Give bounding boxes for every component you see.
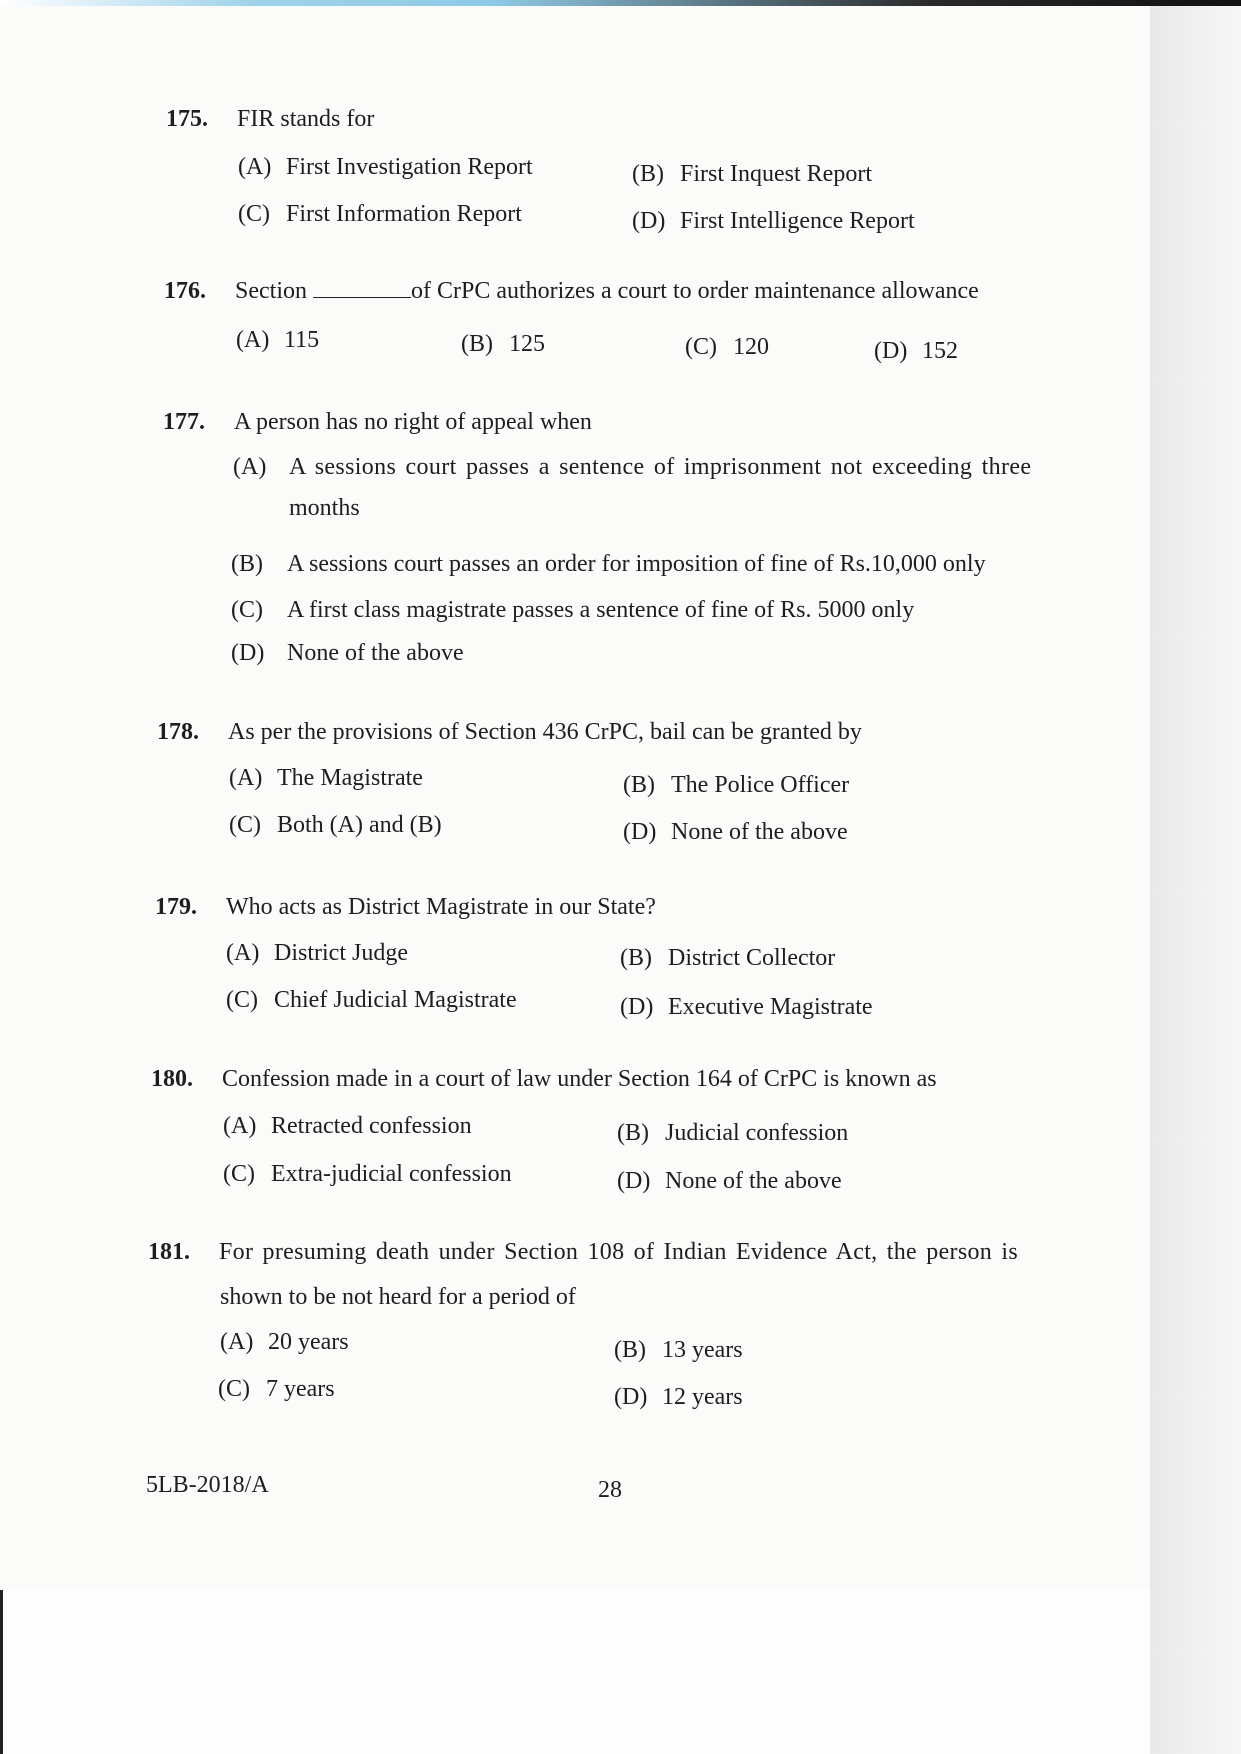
option-a xyxy=(233,454,1031,481)
option-b xyxy=(617,1120,848,1147)
question-text: Who acts as District Magistrate in our State? xyxy=(226,894,656,920)
option-text: First Inquest Report xyxy=(680,161,872,187)
option-a xyxy=(229,765,423,792)
option-c xyxy=(226,987,517,1014)
question-number: 180. xyxy=(151,1066,193,1092)
scan-left-edge xyxy=(0,1590,3,1754)
option-a xyxy=(226,940,408,967)
option-label: (C) xyxy=(231,597,263,623)
option-text: District Judge xyxy=(274,940,408,966)
option-a xyxy=(220,1329,349,1356)
option-d xyxy=(614,1384,743,1411)
option-c xyxy=(229,812,442,839)
option-text: District Collector xyxy=(668,945,836,971)
question-number: 177. xyxy=(163,409,205,435)
question-text: FIR stands for xyxy=(237,106,375,132)
option-label: (C) xyxy=(218,1376,250,1402)
option-text: Chief Judicial Magistrate xyxy=(274,987,517,1013)
option-b xyxy=(620,945,835,972)
option-c xyxy=(231,597,914,624)
page-number: 28 xyxy=(598,1477,622,1503)
scan-top-edge xyxy=(0,0,1241,6)
option-label: (D) xyxy=(231,640,265,666)
option-d xyxy=(617,1168,842,1195)
option-text: 152 xyxy=(922,338,958,364)
option-c xyxy=(223,1161,512,1188)
option-label: (B) xyxy=(632,161,664,187)
option-d xyxy=(632,208,915,235)
option-text: First Investigation Report xyxy=(286,154,533,180)
option-text: First Intelligence Report xyxy=(680,208,915,234)
question-number: 178. xyxy=(157,719,199,745)
option-text: 125 xyxy=(509,331,545,357)
option-text: Executive Magistrate xyxy=(668,994,873,1020)
question-text: A person has no right of appeal when xyxy=(234,409,592,435)
option-label: (D) xyxy=(614,1384,648,1410)
option-label: (A) xyxy=(233,454,267,480)
option-label: (A) xyxy=(220,1329,254,1355)
option-a xyxy=(223,1113,472,1140)
option-a xyxy=(238,154,533,181)
question-text: Section of CrPC authorizes a court to order maintenance allowance xyxy=(235,278,979,304)
option-text: None of the above xyxy=(671,819,848,845)
option-text: None of the above xyxy=(287,640,464,666)
option-text: 115 xyxy=(284,327,320,353)
question-number: 181. xyxy=(148,1239,190,1265)
option-text: First Information Report xyxy=(286,201,522,227)
option-d xyxy=(623,819,848,846)
option-label: (B) xyxy=(614,1337,646,1363)
option-c xyxy=(685,334,769,361)
option-label: (D) xyxy=(620,994,654,1020)
option-label: (B) xyxy=(461,331,493,357)
option-a-continued: months xyxy=(289,495,360,521)
question-text: Confession made in a court of law under Section 164 of CrPC is known as xyxy=(222,1066,937,1092)
scan-shadow-right xyxy=(1150,0,1241,1754)
question-number: 176. xyxy=(164,278,206,304)
option-label: (B) xyxy=(231,551,263,577)
option-label: (A) xyxy=(229,765,263,791)
option-label: (A) xyxy=(226,940,260,966)
option-text: 12 years xyxy=(662,1384,743,1410)
option-text: Judicial confession xyxy=(665,1120,849,1146)
option-d xyxy=(231,640,464,667)
option-text: A sessions court passes a sentence of imprisonment not exceeding three xyxy=(289,454,1032,480)
option-label: (D) xyxy=(623,819,657,845)
option-text: 7 years xyxy=(266,1376,335,1402)
option-b xyxy=(231,551,986,578)
option-label: (C) xyxy=(229,812,261,838)
option-c xyxy=(238,201,522,228)
option-text: 20 years xyxy=(268,1329,349,1355)
question-text: For presuming death under Section 108 of Indian Evidence Act, the person is xyxy=(219,1239,1018,1265)
fill-in-blank xyxy=(313,277,411,298)
option-d xyxy=(620,994,873,1021)
option-label: (C) xyxy=(226,987,258,1013)
option-b xyxy=(614,1337,743,1364)
option-text: Both (A) and (B) xyxy=(277,812,442,838)
option-label: (B) xyxy=(620,945,652,971)
option-label: (C) xyxy=(685,334,717,360)
option-text: The Magistrate xyxy=(277,765,423,791)
scan-margin-bottom xyxy=(0,1590,1150,1754)
option-text: 120 xyxy=(733,334,769,360)
option-label: (D) xyxy=(874,338,908,364)
question-text-continued: shown to be not heard for a period of xyxy=(220,1284,576,1310)
option-label: (C) xyxy=(238,201,270,227)
option-text: A sessions court passes an order for imposition of fine of Rs.10,000 only xyxy=(287,551,986,577)
option-label: (A) xyxy=(238,154,272,180)
option-text: 13 years xyxy=(662,1337,743,1363)
option-label: (A) xyxy=(223,1113,257,1139)
option-text: None of the above xyxy=(665,1168,842,1194)
option-text: A first class magistrate passes a sentence of fine of Rs. 5000 only xyxy=(287,597,915,623)
option-label: (D) xyxy=(617,1168,651,1194)
question-text: As per the provisions of Section 436 CrPC, bail can be granted by xyxy=(228,719,862,745)
option-label: (B) xyxy=(617,1120,649,1146)
option-b xyxy=(632,161,872,188)
option-d xyxy=(874,338,958,365)
paper-code: 5LB-2018/A xyxy=(146,1472,269,1498)
option-label: (D) xyxy=(632,208,666,234)
question-number: 179. xyxy=(155,894,197,920)
option-c xyxy=(218,1376,335,1403)
option-text: The Police Officer xyxy=(671,772,850,798)
option-text: Retracted confession xyxy=(271,1113,472,1139)
option-b xyxy=(623,772,849,799)
option-text: Extra-judicial confession xyxy=(271,1161,512,1187)
option-a xyxy=(236,327,319,354)
option-label: (B) xyxy=(623,772,655,798)
option-label: (C) xyxy=(223,1161,255,1187)
question-number: 175. xyxy=(166,106,208,132)
option-label: (A) xyxy=(236,327,270,353)
option-b xyxy=(461,331,545,358)
